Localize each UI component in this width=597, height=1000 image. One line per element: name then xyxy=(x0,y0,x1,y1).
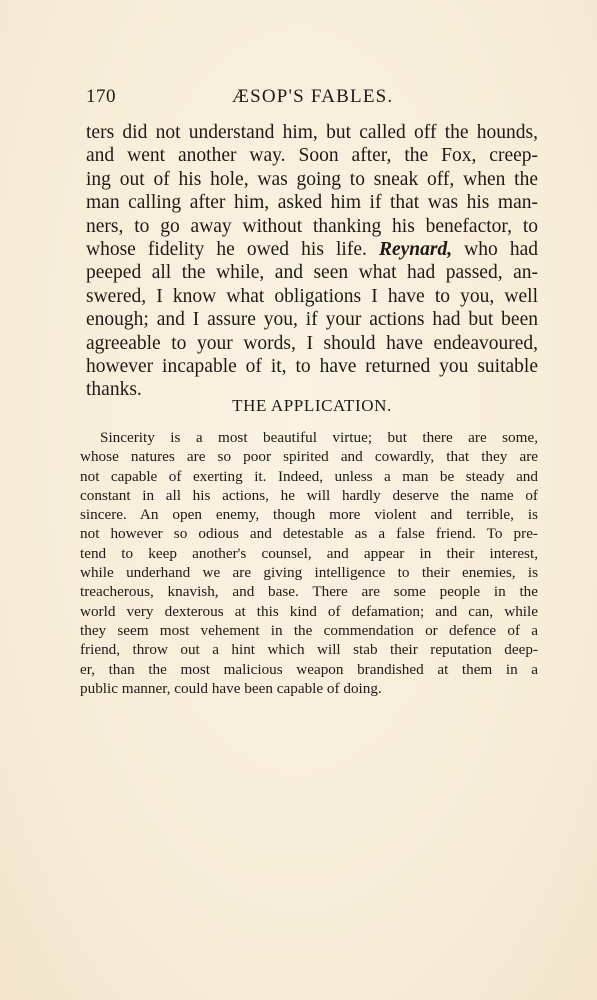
text-line: man calling after him, asked him if that was his man- xyxy=(86,192,538,214)
text-line: agreeable to your words, I should have endeavoured, xyxy=(86,332,538,354)
text-line: ing out of his hole, was going to sneak off, when the xyxy=(86,168,538,190)
text-line: friend, throw out a hint which will stab their reputation deep- xyxy=(80,641,538,659)
text-line: sincere. An open enemy, though more violent and terrible, is xyxy=(80,506,538,524)
text-line: whose natures are so poor spirited and cowardly, that they are xyxy=(80,448,538,466)
text-fragment: whose fidelity he owed his life. xyxy=(86,239,367,261)
character-name: Reynard, xyxy=(378,239,453,261)
text-line: they seem most vehement in the commendation or defence of a xyxy=(80,621,538,639)
running-title: ÆSOP'S FABLES. xyxy=(232,86,394,107)
text-line: ners, to go away without thanking his benefactor, to xyxy=(86,215,538,237)
text-line: peeped all the while, and seen what had passed, an- xyxy=(86,262,538,284)
text-line: enough; and I assure you, if your actions had but been xyxy=(86,309,538,331)
text-line: however incapable of it, to have returned you suitable xyxy=(86,356,538,378)
text-line: public manner, could have been capable of doing. xyxy=(80,679,382,697)
text-line: swered, I know what obligations I have to you, well xyxy=(86,285,538,307)
text-line: Sincerity is a most beautiful virtue; but there are some, xyxy=(100,429,538,446)
page-number: 170 xyxy=(86,86,116,107)
text-line: treacherous, knavish, and base. There are some people in the xyxy=(80,583,538,601)
text-fragment: who had xyxy=(464,239,538,261)
text-line-with-name xyxy=(86,238,538,261)
application-text xyxy=(80,428,538,698)
text-line: tend to keep another's counsel, and appear in their interest, xyxy=(80,544,538,562)
text-line: ters did not understand him, but called off the hounds, xyxy=(86,122,538,143)
text-line: while underhand we are giving intelligence to their enemies, is xyxy=(80,564,538,582)
text-line: not capable of exerting it. Indeed, unless a man be steady and xyxy=(80,467,538,485)
text-line: and went another way. Soon after, the Fox, creep- xyxy=(86,145,538,167)
text-line: world very dexterous at this kind of defamation; and can, while xyxy=(80,602,538,620)
text-line: constant in all his actions, he will hardly deserve the name of xyxy=(80,486,538,504)
running-head xyxy=(86,86,538,112)
text-line: thanks. xyxy=(86,379,142,401)
text-line: er, than the most malicious weapon brandished at them in a xyxy=(80,660,538,678)
text-line: not however so odious and detestable as a false friend. To pre- xyxy=(80,525,538,543)
fable-text xyxy=(86,121,538,402)
application-heading: THE APPLICATION. xyxy=(232,396,392,415)
